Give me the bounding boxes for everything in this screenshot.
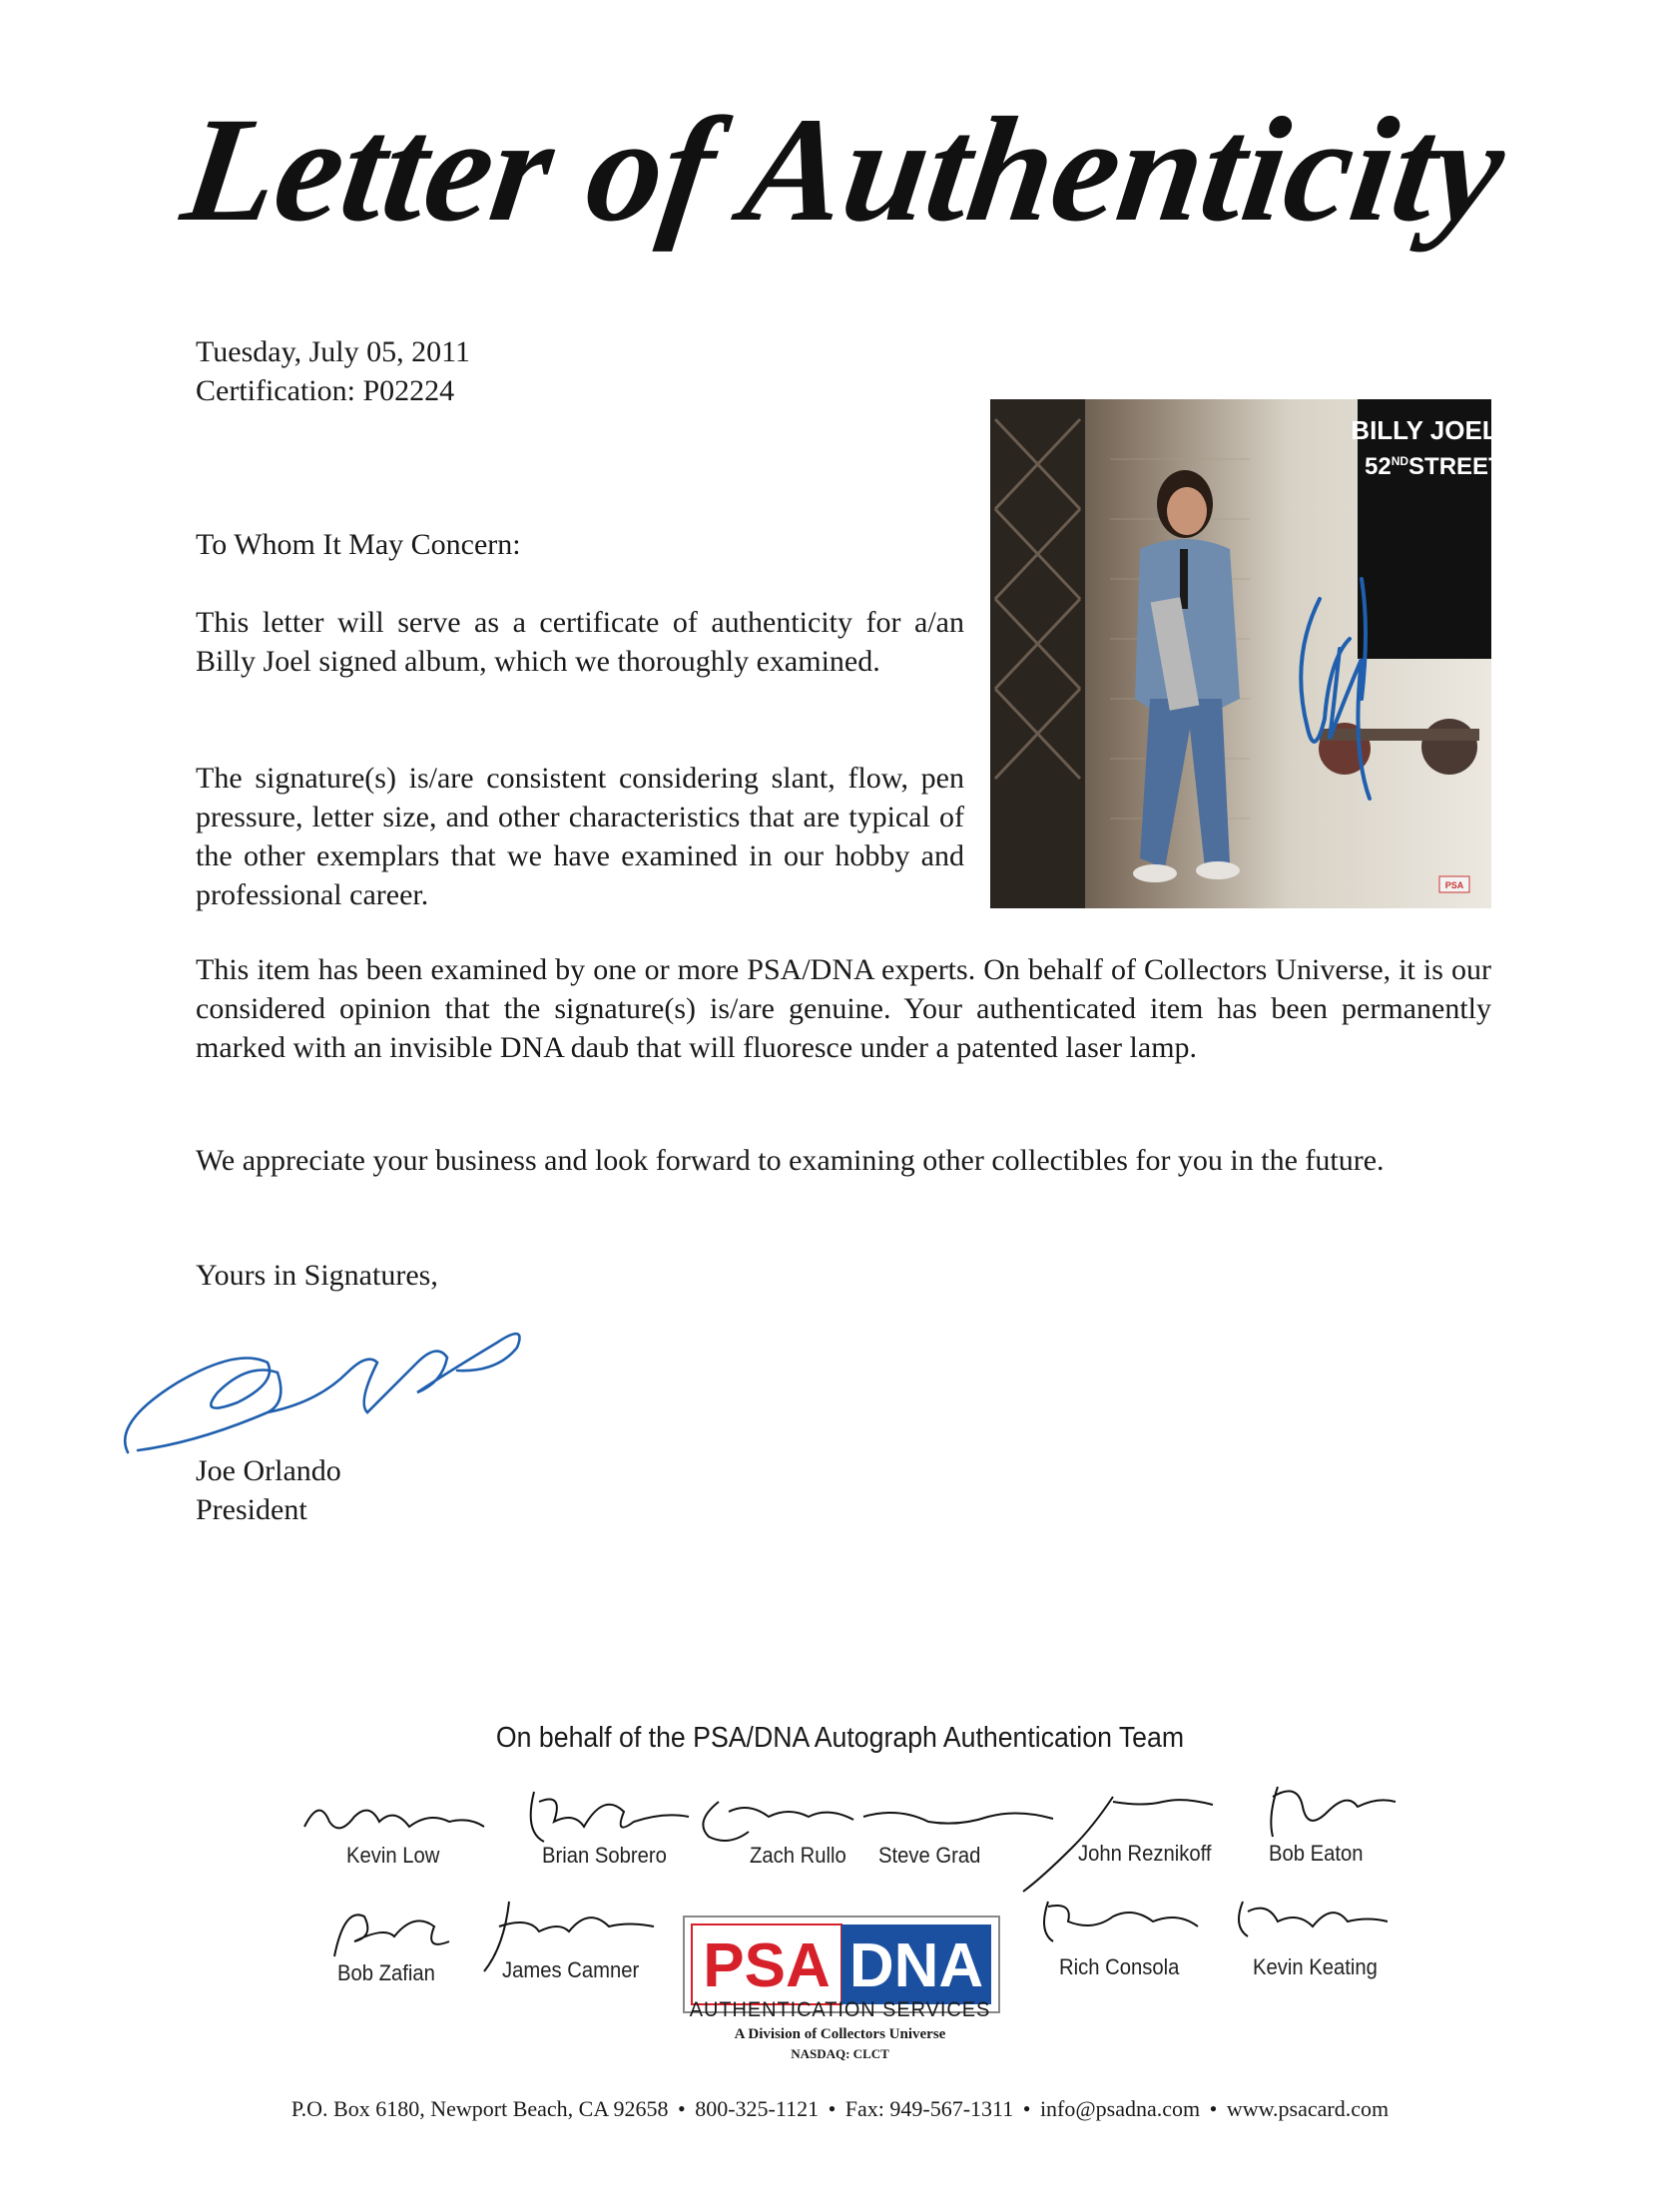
greeting: To Whom It May Concern: [196, 528, 521, 561]
footer-fax: Fax: 949-567-1311 [844, 2096, 1014, 2121]
album-title [1365, 453, 1503, 480]
svg-text:PSA: PSA [1444, 880, 1464, 890]
svg-text:52NDSTREET: 52NDSTREET [1365, 453, 1503, 480]
footer-separator: • [1209, 2096, 1218, 2121]
signature-bob-zafian [324, 1897, 454, 1966]
signer-title: President [196, 1493, 307, 1526]
division-line: A Division of Collectors Universe [734, 2026, 946, 2042]
footer-contact [0, 2096, 1680, 2122]
signature-kevin-keating [1223, 1892, 1393, 1951]
team-member-name: John Reznikoff [1078, 1841, 1212, 1866]
team-member-name: Bob Eaton [1269, 1841, 1364, 1866]
album-artist: BILLY JOEL [1351, 415, 1498, 445]
logo-dna-text: DNA [848, 1931, 984, 2000]
footer-website: www.psacard.com [1226, 2096, 1390, 2121]
president-signature [118, 1303, 537, 1467]
footer-email: info@psadna.com [1039, 2096, 1201, 2121]
team-member-name: Bob Zafian [337, 1960, 435, 1985]
signer-name: Joe Orlando [196, 1454, 341, 1487]
team-member-name: James Camner [502, 1957, 640, 1982]
team-member-name: Kevin Keating [1253, 1954, 1378, 1979]
footer-separator: • [678, 2096, 686, 2121]
title-text: Letter of Authenticity [174, 86, 1514, 253]
team-member-name: Kevin Low [346, 1843, 440, 1868]
closing: Yours in Signatures, [196, 1259, 438, 1292]
footer-address: P.O. Box 6180, Newport Beach, CA 92658 [290, 2096, 669, 2121]
team-member-name: Steve Grad [878, 1843, 981, 1868]
footer-separator: • [828, 2096, 837, 2121]
team-heading: On behalf of the PSA/DNA Autograph Authentication Team [495, 1722, 1185, 1754]
footer-phone: 800-325-1121 [695, 2096, 820, 2121]
authentication-services: AUTHENTICATION SERVICES [689, 1998, 991, 2021]
footer-separator: • [1022, 2096, 1031, 2121]
team-member-name: Rich Consola [1059, 1954, 1180, 1979]
album-photo [990, 399, 1503, 908]
letter-date: Tuesday, July 05, 2011 [196, 335, 471, 368]
signature-brian-sobrero [514, 1782, 694, 1852]
paragraph-2: The signature(s) is/are consistent considering slant, flow, pen pressure, letter size, and other characteristics that are typical of the other exemplars that we have examined in our hobby and professional career. [196, 762, 964, 911]
signature-rich-consola [1033, 1892, 1203, 1951]
signature-bob-eaton [1258, 1777, 1398, 1847]
paragraph-4: We appreciate your business and look forward to examining other collectibles for you in the future. [196, 1144, 1385, 1177]
certification-number: Certification: P02224 [196, 374, 455, 407]
nasdaq-line: NASDAQ: CLCT [791, 2046, 889, 2061]
paragraph-3: This item has been examined by one or more PSA/DNA experts. On behalf of Collectors Universe, it is our considered opinion that the signature(s) is/are genuine. Your authenticated item has been permanently marked with an invisible DNA daub that will fluoresce under a patented laser lamp. [196, 953, 1491, 1064]
paragraph-1: This letter will serve as a certificate of authenticity for a/an Billy Joel signed album, which we thoroughly examined. [196, 606, 964, 678]
logo-psa-text: PSA [703, 1931, 831, 2000]
signature-kevin-low [299, 1787, 489, 1847]
team-member-name: Brian Sobrero [542, 1843, 667, 1868]
team-member-name: Zach Rullo [750, 1843, 846, 1868]
letter-title [0, 60, 1680, 289]
